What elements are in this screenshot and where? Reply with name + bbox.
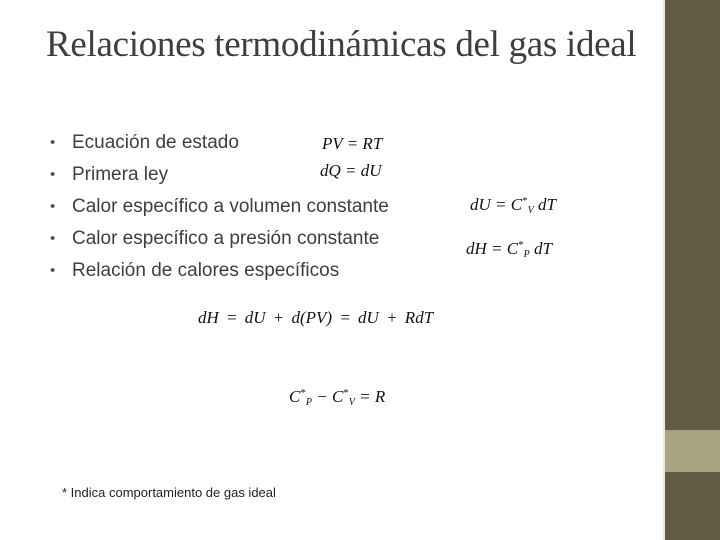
bullet-marker: • — [50, 166, 56, 183]
equation-cv-rhs: dT — [537, 195, 556, 214]
bullet-marker: • — [50, 230, 56, 247]
equation-cp-rhs: dT — [533, 239, 552, 258]
cp-symbol: C — [289, 387, 301, 406]
sidebar-stripe — [665, 430, 720, 472]
equation-cp-lhs: dH = C — [466, 239, 519, 258]
equation-first-law: dQ = dU — [320, 161, 382, 180]
equals-r: = R — [359, 387, 386, 406]
slide-title: Relaciones termodinámicas del gas ideal — [46, 24, 637, 65]
star-mark: * — [522, 195, 528, 207]
bullet-text: Calor específico a volumen constante — [72, 196, 389, 217]
subscript-v: V — [348, 397, 355, 408]
equation-state: PV = RT — [322, 134, 383, 153]
bullet-marker: • — [50, 262, 56, 279]
sidebar-decoration — [665, 0, 720, 540]
equation-cv — [466, 188, 560, 224]
subscript-p: P — [305, 397, 312, 408]
bullet-text: Calor específico a presión constante — [72, 228, 380, 249]
bullet-text: Relación de calores específicos — [72, 260, 340, 281]
footnote: * Indica comportamiento de gas ideal — [62, 485, 276, 500]
bullet-text: Primera ley — [72, 164, 169, 185]
subscript-v: V — [527, 205, 534, 216]
star-mark: * — [300, 387, 306, 399]
bullet-marker: • — [50, 134, 56, 151]
equation-specific-heat-ratio — [289, 382, 385, 414]
equation-enthalpy: dH = dU + d(PV) = dU + RdT — [198, 308, 434, 327]
cv-symbol: C — [331, 387, 344, 406]
star-mark: * — [518, 239, 524, 251]
star-mark: * — [343, 387, 349, 399]
bullet-marker: • — [50, 198, 56, 215]
equation-cv-lhs: dU = C — [470, 195, 523, 214]
minus-sign: − — [316, 387, 328, 406]
subscript-p: P — [523, 249, 530, 260]
equation-cp — [462, 232, 556, 268]
bullet-text: Ecuación de estado — [72, 132, 239, 153]
